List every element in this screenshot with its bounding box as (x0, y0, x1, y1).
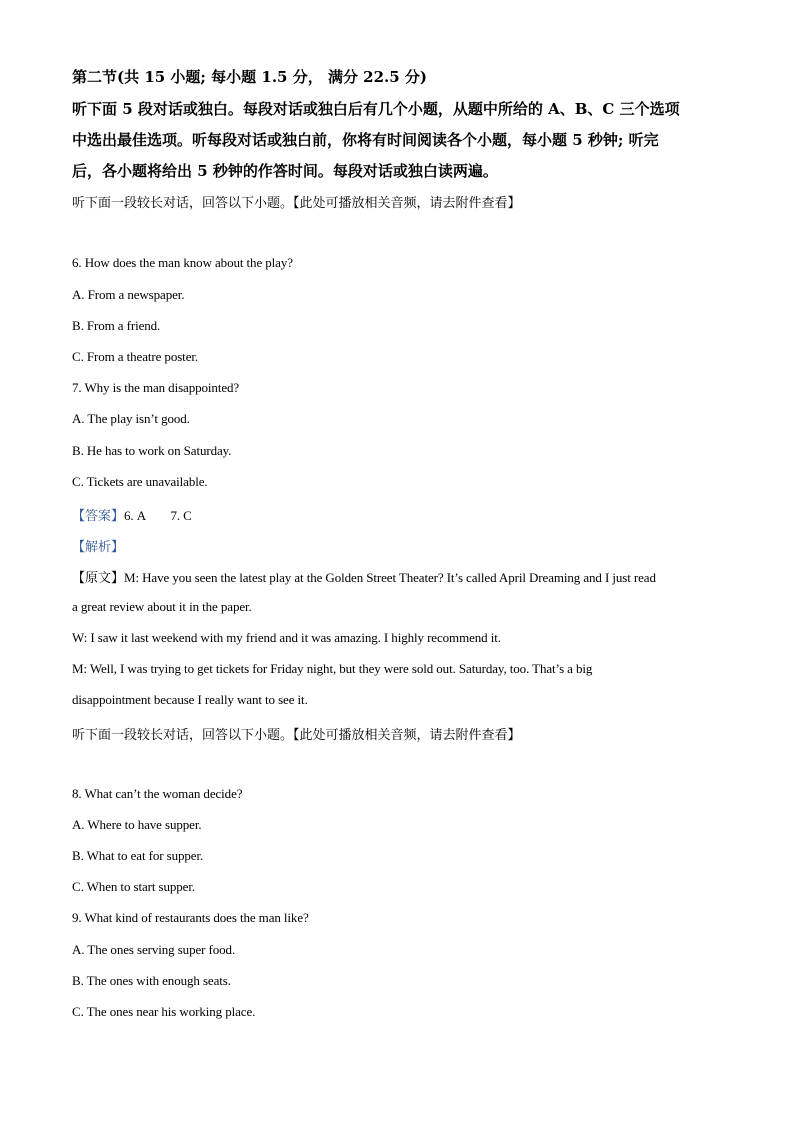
answer-line (72, 505, 192, 525)
transcript-line-4: M: Well, I was trying to get tickets for Friday night, but they were sold out. Saturday, too. That’s a big (72, 661, 593, 676)
question-6-option-b: B. From a friend. (72, 318, 161, 333)
question-6: 6. How does the man know about the play? (72, 255, 293, 270)
dialogue1-intro: 听下面一段较长对话，回答以下小题。【此处可播放相关音频，请去附件查看】 (72, 196, 521, 211)
question-7-option-c: C. Tickets are unavailable. (72, 474, 208, 489)
analysis-label: 【解析】 (72, 540, 125, 555)
dialogue2-intro: 听下面一段较长对话，回答以下小题。【此处可播放相关音频，请去附件查看】 (72, 728, 521, 743)
question-7-option-b: B. He has to work on Saturday. (72, 443, 232, 458)
answer-text: 6. A 7. C (124, 508, 192, 523)
instruction-line-3: 后，各小题将给出 5 秒钟的作答时间。每段对话或独白读两遍。 (72, 162, 498, 180)
transcript-line-2: a great review about it in the paper. (72, 599, 252, 614)
question-8-option-a: A. Where to have supper. (72, 817, 202, 832)
transcript-text-1: M: Have you seen the latest play at the Golden Street Theater? It’s called April Dreaming and I just read (124, 570, 656, 585)
question-7: 7. Why is the man disappointed? (72, 380, 240, 395)
question-9: 9. What kind of restaurants does the man like? (72, 910, 309, 925)
question-8-option-b: B. What to eat for supper. (72, 848, 204, 863)
question-9-option-a: A. The ones serving super food. (72, 942, 236, 957)
instruction-line-1: 听下面 5 段对话或独白。每段对话或独白后有几个小题，从题中所给的 A、B、C 三个选项 (72, 100, 680, 118)
transcript-line-5: disappointment because I really want to see it. (72, 692, 308, 707)
section-heading: 第二节(共 15 小题; 每小题 1.5 分， 满分 22.5 分) (72, 68, 428, 86)
transcript-line-3: W: I saw it last weekend with my friend and it was amazing. I highly recommend it. (72, 630, 501, 645)
transcript-line-1 (72, 567, 656, 587)
question-6-option-c: C. From a theatre poster. (72, 349, 199, 364)
question-9-option-c: C. The ones near his working place. (72, 1004, 256, 1019)
transcript-label: 【原文】 (72, 571, 125, 586)
question-7-option-a: A. The play isn’t good. (72, 411, 190, 426)
question-8-option-c: C. When to start supper. (72, 879, 196, 894)
question-9-option-b: B. The ones with enough seats. (72, 973, 231, 988)
question-8: 8. What can’t the woman decide? (72, 786, 243, 801)
answer-label: 【答案】 (72, 509, 125, 524)
instruction-line-2: 中选出最佳选项。听每段对话或独白前，你将有时间阅读各个小题，每小题 5 秒钟; 听完 (72, 131, 659, 149)
question-6-option-a: A. From a newspaper. (72, 287, 185, 302)
